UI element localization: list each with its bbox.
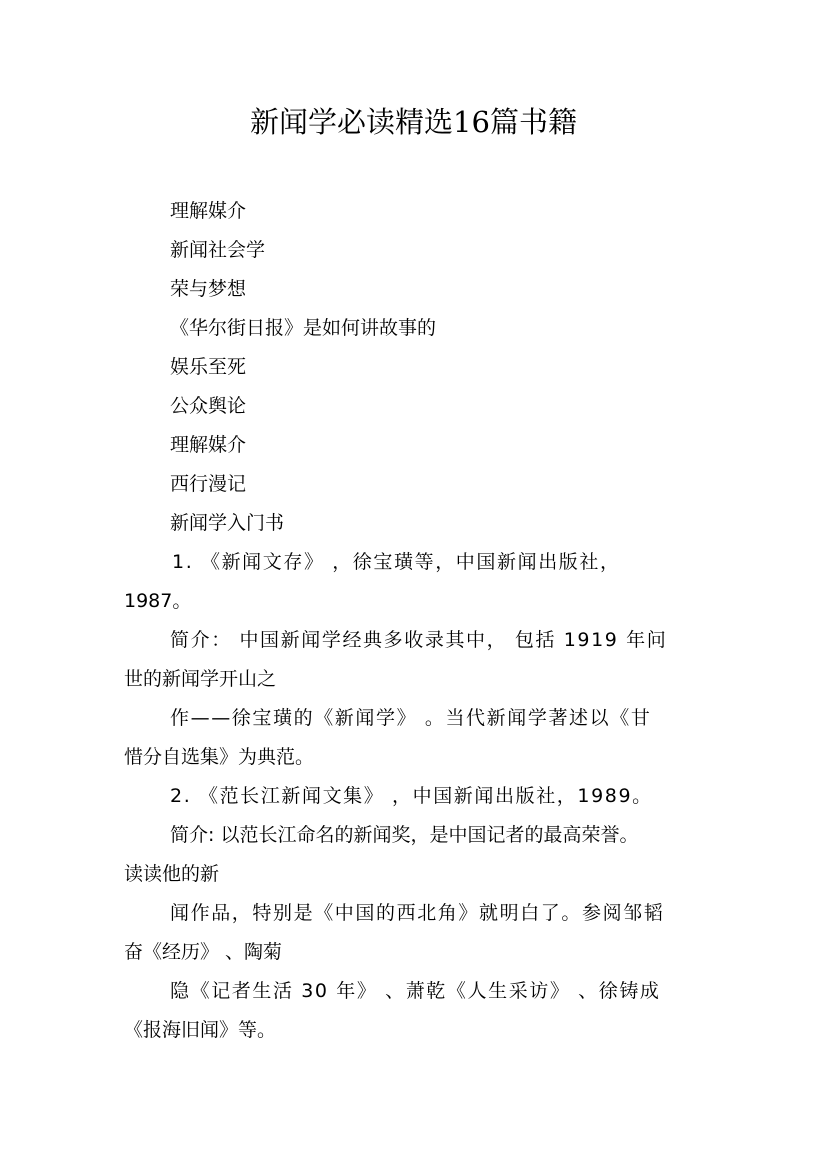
- book-list-item: 新闻社会学: [170, 239, 266, 261]
- book-list-item: 公众舆论: [170, 395, 247, 417]
- book-list-item: 西行漫记: [170, 473, 247, 495]
- paragraph-line: 2. 《范长江新闻文集》 ，中国新闻出版社，1989。: [170, 785, 653, 807]
- book-list-item: 《华尔街日报》是如何讲故事的: [170, 317, 437, 339]
- paragraph-line: 简介： 中国新闻学经典多收录其中， 包括 1919 年问: [170, 629, 668, 651]
- paragraph-line: 世的新闻学开山之: [124, 668, 277, 690]
- paragraph-line: 读读他的新: [124, 863, 220, 885]
- paragraph-line: 隐《记者生活 30 年》 、萧乾《人生采访》 、徐铸成: [170, 980, 661, 1002]
- paragraph-line: 1. 《新闻文存》 ，徐宝璜等，中国新闻出版社，: [172, 551, 621, 573]
- paragraph-line: 《报海旧闻》等。: [124, 1019, 277, 1041]
- book-list-item: 理解媒介: [170, 200, 247, 222]
- paragraph-line: 简介: 以范长江命名的新闻奖，是中国记者的最高荣誉。: [170, 824, 639, 846]
- book-list-item: 理解媒介: [170, 434, 247, 456]
- paragraph-line: 1987。: [124, 590, 192, 612]
- book-list-item: 荣与梦想: [170, 278, 247, 300]
- book-list-item: 娱乐至死: [170, 356, 247, 378]
- book-list-item: 新闻学入门书: [170, 512, 285, 534]
- paragraph-line: 闻作品，特别是《中国的西北角》就明白了。参阅邹韬: [170, 902, 665, 924]
- paragraph-line: 作——徐宝璜的《新闻学》 。当代新闻学著述以《甘: [170, 707, 652, 729]
- paragraph-line: 惜分自选集》为典范。: [124, 746, 315, 768]
- paragraph-line: 奋《经历》 、陶菊: [124, 941, 283, 963]
- document-title: 新闻学必读精选16篇书籍: [250, 105, 577, 139]
